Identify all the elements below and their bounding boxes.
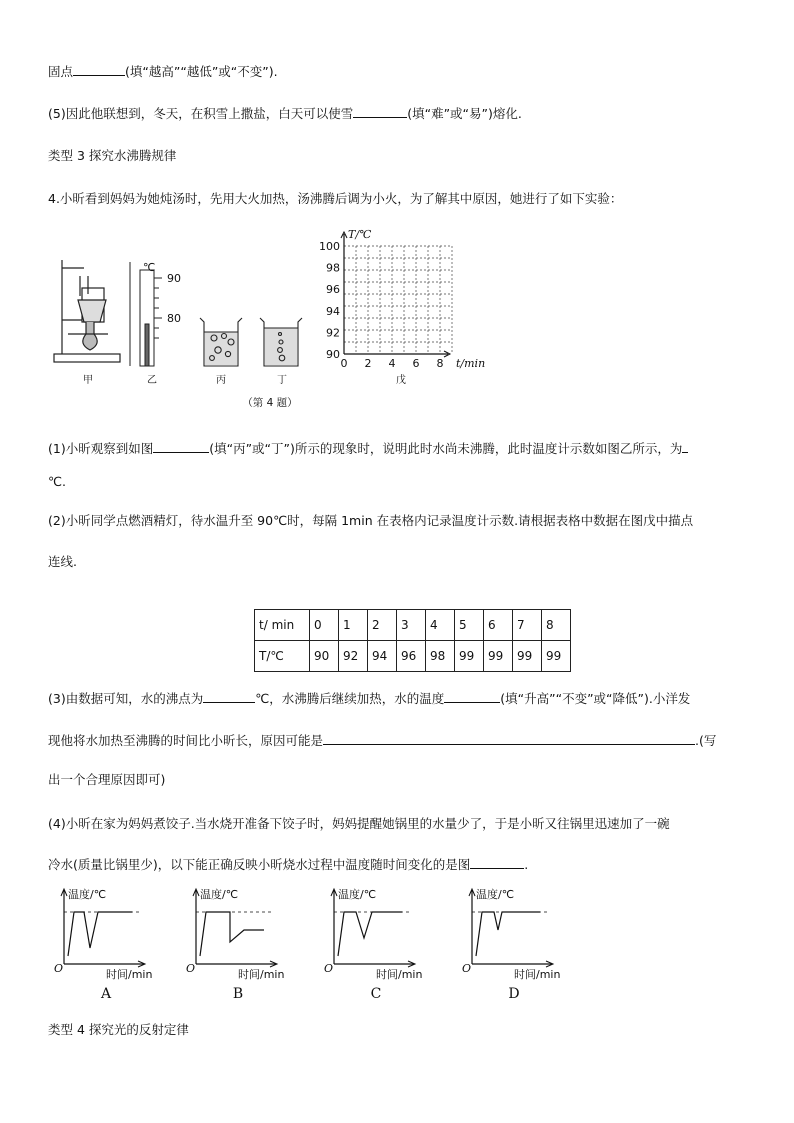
- table-cell: 99: [542, 641, 571, 672]
- answer-blank[interactable]: [153, 440, 209, 453]
- part-3-line-cont: 现他将水加热至沸腾的时间比小昕长，原因可能是 .(写: [48, 733, 717, 748]
- table-cell: 2: [368, 610, 397, 641]
- svg-text:℃: ℃: [143, 261, 156, 274]
- option-graphs: [44, 884, 584, 1004]
- table-cell: 90: [310, 641, 339, 672]
- graph-origin: O: [462, 962, 472, 975]
- answer-blank[interactable]: [203, 690, 255, 703]
- option-letter[interactable]: D: [508, 986, 520, 1002]
- table-row: [255, 641, 571, 672]
- table-cell: 98: [426, 641, 455, 672]
- thermometer-scale: [130, 262, 162, 366]
- table-header: t/ min: [255, 610, 310, 641]
- table-cell: 99: [455, 641, 484, 672]
- beaker-bing: [200, 318, 242, 366]
- option-graph-C: [324, 887, 422, 1002]
- graph-origin: O: [324, 962, 334, 975]
- answer-blank[interactable]: [73, 63, 125, 76]
- answer-blank[interactable]: [444, 690, 500, 703]
- temperature-curve: [476, 912, 540, 956]
- part-4-line: (4)小昕在家为妈妈煮饺子.当水烧开准备下饺子时，妈妈提醒她锅里的水量少了，于是小昕又往锅里迅速加了一碗: [48, 816, 670, 831]
- line-1: 固点 (填“越高”“越低”或“不变”).: [48, 64, 278, 79]
- graph-origin: O: [186, 962, 196, 975]
- apparatus-stand: [54, 260, 120, 362]
- option-graph-B: [186, 887, 284, 1002]
- temperature-grid: [341, 232, 452, 357]
- table-row: [255, 610, 571, 641]
- answer-blank[interactable]: [470, 856, 524, 869]
- grid-x-tick: 8: [436, 357, 444, 370]
- graph-ylabel: 温度/℃: [200, 888, 239, 901]
- grid-y-tick: 94: [326, 304, 340, 318]
- grid-x-tick: 6: [412, 357, 420, 370]
- grid-y-tick: 90: [326, 348, 340, 361]
- table-cell: 6: [484, 610, 513, 641]
- svg-text:丁: 丁: [277, 375, 287, 386]
- table-cell: 5: [455, 610, 484, 641]
- temperature-curve: [338, 912, 402, 956]
- svg-text:甲: 甲: [83, 375, 93, 386]
- part-4-line-cont: 冷水(质量比锅里少)，以下能正确反映小昕烧水过程中温度随时间变化的是图 .: [48, 857, 529, 872]
- part-1-line: (1)小昕观察到如图 (填“丙”或“丁”)所示的现象时，说明此时水尚未沸腾，此时温度计示数如图乙所示，为: [48, 439, 688, 457]
- table-cell: 99: [484, 641, 513, 672]
- svg-text:乙: 乙: [147, 375, 157, 386]
- table-cell: 92: [339, 641, 368, 672]
- section-heading-type4: 类型 4 探究光的反射定律: [48, 1022, 189, 1037]
- grid-y-tick: 100: [319, 240, 340, 253]
- option-graph-D: [462, 887, 560, 1002]
- data-table: [254, 609, 571, 672]
- graph-ylabel: 温度/℃: [68, 888, 107, 901]
- grid-y-tick: 96: [326, 283, 340, 297]
- graph-xlabel: 时间/min: [238, 968, 285, 981]
- option-letter[interactable]: C: [370, 986, 382, 1002]
- table-cell: 7: [513, 610, 542, 641]
- table-cell: 1: [339, 610, 368, 641]
- part-2-line-cont: 连线.: [48, 554, 77, 569]
- grid-x-tick: 0: [340, 357, 348, 370]
- line-2: (5)因此他联想到，冬天，在积雪上撒盐，白天可以使雪 (填“难”或“易”)熔化.: [48, 106, 522, 121]
- table-cell: 0: [310, 610, 339, 641]
- graph-xlabel: 时间/min: [106, 968, 153, 981]
- grid-x-tick: 4: [388, 357, 396, 370]
- table-cell: 94: [368, 641, 397, 672]
- graph-ylabel: 温度/℃: [338, 888, 377, 901]
- table-cell: 99: [513, 641, 542, 672]
- graph-origin: O: [54, 962, 64, 975]
- experiment-figure: [48, 226, 508, 416]
- svg-text:（第 4 题）: （第 4 题）: [242, 397, 298, 409]
- answer-blank[interactable]: [682, 440, 688, 453]
- answer-blank[interactable]: [353, 105, 407, 118]
- graph-xlabel: 时间/min: [376, 968, 423, 981]
- temperature-curve: [68, 912, 132, 956]
- answer-blank[interactable]: [323, 732, 695, 745]
- option-letter[interactable]: B: [232, 986, 244, 1002]
- table-cell: 3: [397, 610, 426, 641]
- part-3-line-end: 出一个合理原因即可): [48, 772, 166, 787]
- svg-text:T/℃: T/℃: [348, 228, 372, 241]
- grid-y-tick: 92: [326, 326, 340, 340]
- question-4-stem: 4.小昕看到妈妈为她炖汤时，先用大火加热，汤沸腾后调为小火，为了解其中原因，她进行了如下实验：: [48, 191, 623, 206]
- graph-ylabel: 温度/℃: [476, 888, 515, 901]
- part-2-line: (2)小昕同学点燃酒精灯，待水温升至 90℃时，每隔 1min 在表格内记录温度计示数.请根据表格中数据在图戊中描点: [48, 513, 694, 528]
- svg-text:80: 80: [167, 312, 181, 325]
- table-cell: 8: [542, 610, 571, 641]
- beaker-ding: [260, 318, 302, 366]
- svg-text:t/min: t/min: [456, 357, 486, 370]
- svg-text:90: 90: [167, 272, 181, 285]
- svg-text:戊: 戊: [396, 375, 406, 386]
- table-cell: 4: [426, 610, 455, 641]
- part-3-line: (3)由数据可知，水的沸点为 ℃，水沸腾后继续加热，水的温度 (填“升高”“不变”或“降低”).小洋发: [48, 691, 691, 706]
- table-header: T/℃: [255, 641, 310, 672]
- temperature-curve: [200, 912, 264, 956]
- graph-xlabel: 时间/min: [514, 968, 561, 981]
- svg-text:丙: 丙: [216, 375, 226, 386]
- table-cell: 96: [397, 641, 426, 672]
- part-1-unit: ℃.: [48, 474, 67, 489]
- section-heading-type3: 类型 3 探究水沸腾规律: [48, 148, 177, 163]
- grid-y-tick: 98: [326, 261, 340, 275]
- option-graph-A: [54, 887, 152, 1002]
- option-letter[interactable]: A: [100, 986, 112, 1002]
- grid-x-tick: 2: [364, 357, 372, 370]
